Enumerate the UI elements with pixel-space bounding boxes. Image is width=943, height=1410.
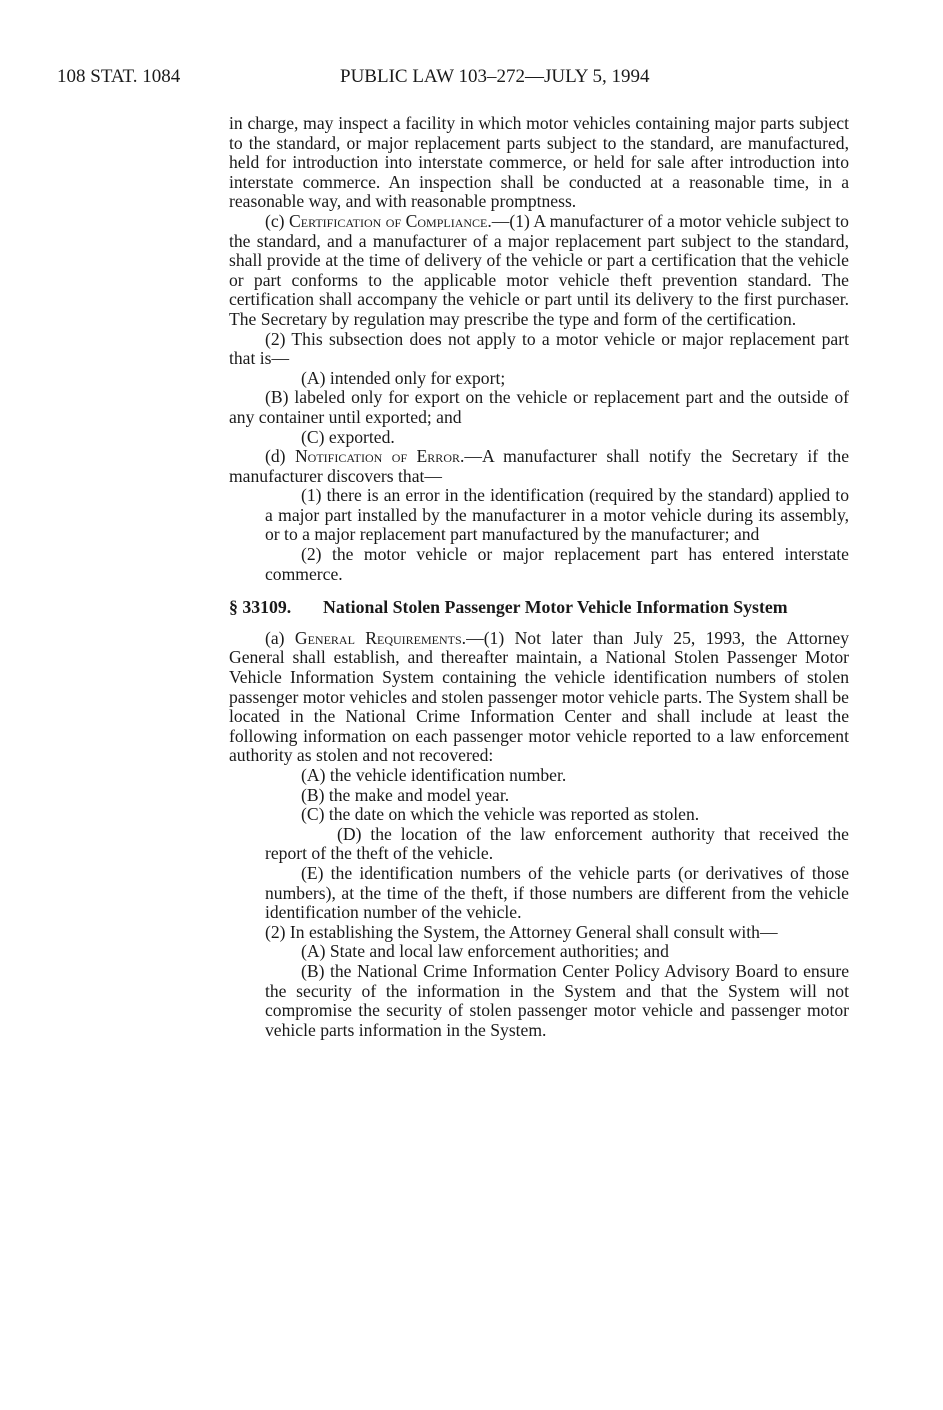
subsection-a-prefix: (a)	[265, 627, 295, 648]
clause-c2-b: (B) labeled only for export on the vehicle or replacement part and the outside of any container until exported; and	[229, 387, 849, 427]
clause-c2-c: (C) exported.	[301, 426, 395, 447]
subsection-d-text: —A manufacturer shall notify the Secretary if the manufacturer discovers that—	[229, 446, 850, 486]
subsection-a-text: —(1) Not later than July 25, 1993, the Attorney General shall establish, and thereafter maintain, a National Stolen Passenger Motor Vehicle Information System containing the vehicle identification numbers of stolen passenger motor vehicles and stolen passenger motor vehicle parts. The System shall be located in the National Crime Information Center and shall include at least the following information on each passenger motor vehicle reported to a law enforcement authority as stolen and not recovered:	[229, 627, 849, 766]
clause-a1-b: (B) the make and model year.	[301, 784, 510, 805]
subsection-a-heading: General Requirements.	[294, 627, 467, 648]
clause-a2-a: (A) State and local law enforcement authorities; and	[301, 941, 669, 962]
subsection-d-heading: Notification of Error.	[294, 446, 465, 467]
running-head: PUBLIC LAW 103–272—JULY 5, 1994	[340, 66, 650, 87]
section-title: National Stolen Passenger Motor Vehicle Information System	[323, 597, 788, 618]
statute-page-reference: 108 STAT. 1084	[57, 66, 181, 87]
paragraph-a2: (2) In establishing the System, the Attorney General shall consult with—	[265, 921, 778, 942]
subsection-d	[229, 447, 849, 486]
clause-a1-c: (C) the date on which the vehicle was reported as stolen.	[301, 804, 700, 825]
subsection-a	[229, 629, 849, 766]
subsection-c	[229, 212, 849, 330]
clause-a1-a: (A) the vehicle identification number.	[301, 765, 567, 785]
section-number: § 33109.	[229, 597, 292, 618]
clause-a1-d: (D) the location of the law enforcement authority that received the report of the theft of the vehicle.	[265, 823, 849, 864]
subsection-c-heading: Certification of Compliance.	[289, 210, 492, 231]
statute-body	[229, 114, 849, 1040]
subsection-c-text: —(1) A manufacturer of a motor vehicle subject to the standard, and a manufacturer of a major replacement part subject to the standard, shall provide at the time of delivery of the vehicle or part a certification that the vehicle or part conforms to the applicable motor vehicle theft prevention standard. The certification shall accompany the vehicle or part until its delivery to the first purchaser. The Secretary by regulation may prescribe the type and form of the certification.	[229, 210, 849, 329]
paragraph-c2: (2) This subsection does not apply to a motor vehicle or major replacement part that is—	[229, 328, 849, 369]
clause-a2-b: (B) the National Crime Information Center Policy Advisory Board to ensure the security of the information in the System and that the System will not compromise the security of stolen passenger motor vehicle and passenger motor vehicle parts information in the System.	[265, 960, 849, 1040]
subsection-d-prefix: (d)	[265, 446, 295, 467]
paragraph-d1: (1) there is an error in the identification (required by the standard) applied to a major part installed by the manufacturer in a motor vehicle during its assembly, or to a major replacement part manufactured by the manufacturer; and	[265, 485, 849, 545]
page-header	[0, 64, 943, 90]
clause-a1-e: (E) the identification numbers of the vehicle parts (or derivatives of those numbers), at the time of the theft, if those numbers are different from the vehicle identification number of the vehicle.	[265, 862, 849, 923]
clause-c2-a: (A) intended only for export;	[301, 367, 506, 388]
section-heading	[229, 598, 849, 618]
subsection-c-prefix: (c)	[265, 210, 289, 231]
paragraph-inspection-continued: in charge, may inspect a facility in which motor vehicles containing major parts subject to the standard, or major replacement parts subject to the standard, are manufactured, held for introduction into interstate commerce, or held for sale after introduction into interstate commerce. An inspection shall be conducted at a reasonable time, in a reasonable way, and with reasonable promptness.	[229, 113, 849, 212]
paragraph-d2: (2) the motor vehicle or major replacement part has entered interstate commerce.	[265, 544, 849, 584]
